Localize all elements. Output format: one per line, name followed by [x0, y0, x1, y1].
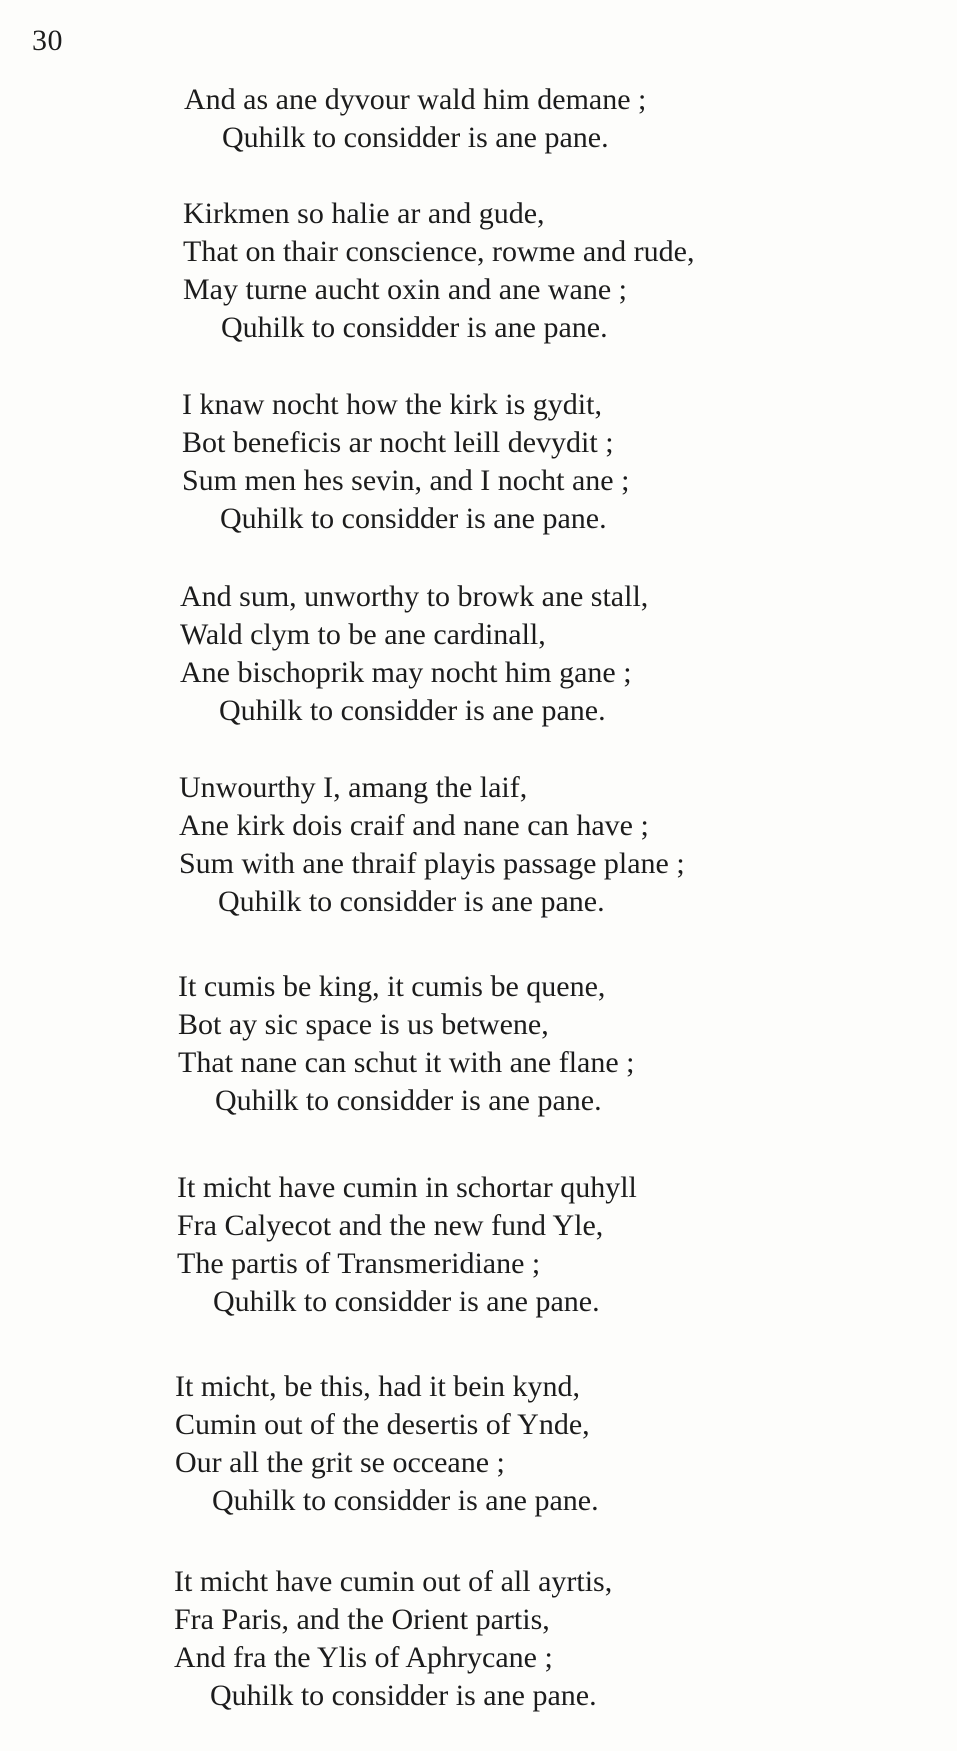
- poem-line: It micht, be this, had it bein kynd,: [175, 1370, 580, 1403]
- poem-line: I knaw nocht how the kirk is gydit,: [182, 388, 602, 421]
- poem-line: That nane can schut it with ane flane ;: [178, 1046, 635, 1079]
- poem-line: It micht have cumin out of all ayrtis,: [174, 1565, 613, 1598]
- poem-line: That on thair conscience, rowme and rude,: [183, 235, 695, 268]
- poem-line: And sum, unworthy to browk ane stall,: [180, 580, 649, 613]
- refrain-line: Quhilk to considder is ane pane.: [218, 885, 605, 918]
- refrain-line: Quhilk to considder is ane pane.: [222, 121, 609, 154]
- poem-line: Sum with ane thraif playis passage plane ;: [179, 847, 685, 880]
- refrain-line: Quhilk to considder is ane pane.: [221, 311, 608, 344]
- page-number: 30: [32, 24, 63, 57]
- poem-line: Fra Paris, and the Orient partis,: [174, 1603, 550, 1636]
- poem-line: Sum men hes sevin, and I nocht ane ;: [182, 464, 630, 497]
- poem-line: Our all the grit se occeane ;: [175, 1446, 505, 1479]
- poem-line: May turne aucht oxin and ane wane ;: [183, 273, 628, 306]
- poem-line: And fra the Ylis of Aphrycane ;: [174, 1641, 553, 1674]
- poem-line: And as ane dyvour wald him demane ;: [184, 83, 647, 116]
- poem-line: The partis of Transmeridiane ;: [177, 1247, 541, 1280]
- refrain-line: Quhilk to considder is ane pane.: [210, 1679, 597, 1712]
- poem-line: Unwourthy I, amang the laif,: [179, 771, 528, 804]
- poem-line: Bot ay sic space is us betwene,: [178, 1008, 549, 1041]
- poem-line: Bot beneficis ar nocht leill devydit ;: [182, 426, 614, 459]
- refrain-line: Quhilk to considder is ane pane.: [212, 1484, 599, 1517]
- refrain-line: Quhilk to considder is ane pane.: [220, 502, 607, 535]
- refrain-line: Quhilk to considder is ane pane.: [213, 1285, 600, 1318]
- poem-line: It micht have cumin in schortar quhyll: [177, 1171, 637, 1204]
- poem-line: Cumin out of the desertis of Ynde,: [175, 1408, 590, 1441]
- poem-line: It cumis be king, it cumis be quene,: [178, 970, 606, 1003]
- poem-line: Ane bischoprik may nocht him gane ;: [180, 656, 632, 689]
- refrain-line: Quhilk to considder is ane pane.: [219, 694, 606, 727]
- poem-line: Kirkmen so halie ar and gude,: [183, 197, 545, 230]
- poem-line: Wald clym to be ane cardinall,: [180, 618, 546, 651]
- poem-line: Fra Calyecot and the new fund Yle,: [177, 1209, 604, 1242]
- refrain-line: Quhilk to considder is ane pane.: [215, 1084, 602, 1117]
- poem-line: Ane kirk dois craif and nane can have ;: [179, 809, 649, 842]
